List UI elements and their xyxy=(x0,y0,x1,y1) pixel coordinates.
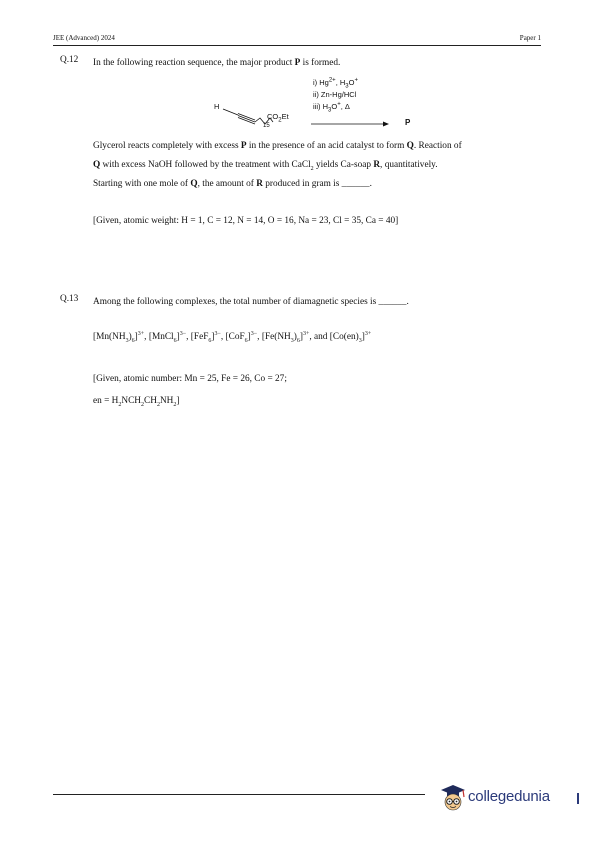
product-label: P xyxy=(405,118,411,127)
exam-title: JEE (Advanced) 2024 xyxy=(53,34,115,42)
header-divider xyxy=(53,45,541,46)
mascot-icon xyxy=(438,782,468,814)
complex-item: $[FeF_6]^{3-}$, xyxy=(190,330,226,344)
condition-2: ii) Zn-Hg/HCl xyxy=(313,90,357,99)
q12-given: [Given, atomic weight: H = 1, C = 12, N = 14, O = 16, Na = 23, Cl = 35, Ca = 40] xyxy=(93,216,399,226)
q13-number: Q.13 xyxy=(60,294,79,304)
q13-given-line-2: en = $H_2NCH_2CH_2NH_2$] xyxy=(93,396,180,408)
paper-label: Paper 1 xyxy=(519,34,541,42)
ester-group-label: $CO_2Et$ xyxy=(267,112,289,124)
condition-1: i) $Hg^{2+}$, $H_3O^+$ xyxy=(313,77,358,90)
footer-divider xyxy=(53,794,425,795)
logo-wordmark: collegedunia xyxy=(468,788,550,805)
reactant-h-label: H xyxy=(214,102,220,111)
q12-para-line-1: Glycerol reacts completely with excess P in the presence of an acid catalyst to form Q. Reaction of xyxy=(93,141,462,151)
q13-question: Among the following complexes, the total number of diamagnetic species is ______. xyxy=(93,297,409,307)
q13-given-line-1: [Given, atomic number: Mn = 25, Fe = 26, Co = 27; xyxy=(93,374,287,384)
complex-item: $[CoF_6]^{3-}$, xyxy=(225,330,262,344)
collegedunia-logo xyxy=(438,782,558,814)
q12-para-line-3: Starting with one mole of Q, the amount of R produced in gram is ______. xyxy=(93,179,372,189)
logo-bar xyxy=(577,793,579,804)
q12-intro: In the following reaction sequence, the major product P is formed. xyxy=(93,58,341,68)
complex-item: $[Co(en)_3]^{3+}$ xyxy=(329,330,372,344)
complex-item: [MnCl$_6$]$^{3-}$, xyxy=(148,330,191,344)
q12-para-line-2: Q with excess NaOH followed by the treatment with CaCl$_2$ yields Ca-soap R, quantitatively. xyxy=(93,160,438,172)
q12-number: Q.12 xyxy=(60,55,79,65)
reaction-scheme xyxy=(205,78,435,134)
q13-complex-list xyxy=(93,332,371,342)
complex-item: $[Mn(NH_3)_6]^{3+}$, xyxy=(93,330,149,344)
chain-length-subscript: 15 xyxy=(263,123,270,129)
complex-item: $[Fe(NH_3)_6]^{3+}$, and xyxy=(261,330,330,344)
condition-3: iii) $H_3O^+$, Δ xyxy=(313,101,350,114)
